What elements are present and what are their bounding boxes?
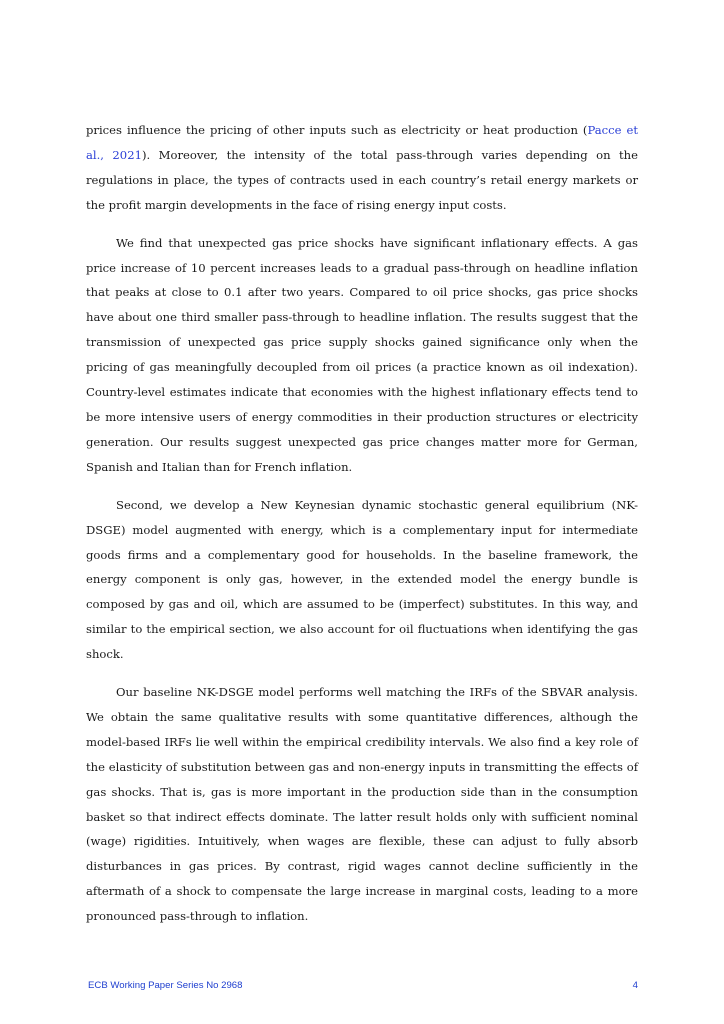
page-footer	[88, 980, 638, 994]
footer-page-number: 4	[632, 980, 638, 991]
paragraph-1-post: ). Moreover, the intensity of the total pass-through varies depending on the regulations in place, the types of contracts used in each country’s retail energy markets or the profit margin developments in the face of rising energy input costs.	[86, 147, 639, 212]
paragraph-1	[86, 118, 638, 218]
paragraph-3: Second, we develop a New Keynesian dynamic stochastic general equilibrium (NK-DSGE) model augmented with energy, which is a complementary input for intermediate goods firms and a complementary good for households. In the baseline framework, the energy component is only gas, however, in the extended model the energy bundle is composed by gas and oil, which are assumed to be (imperfect) substitutes. In this way, and similar to the empirical section, we also account for oil fluctuations when identifying the gas shock.	[86, 497, 638, 662]
citation-link-pacce-2021[interactable]: Pacce et al., 2021	[86, 123, 638, 162]
body-text	[86, 118, 638, 942]
paragraph-1-pre: prices influence the pricing of other inputs such as electricity or heat production (	[86, 123, 588, 137]
paragraph-2: We find that unexpected gas price shocks have significant inflationary effects. A gas price increase of 10 percent increases leads to a gradual pass-through on headline inflation that peaks at close to 0.1 after two years. Compared to oil price shocks, gas price shocks have about one third smaller pass-through to headline inflation. The results suggest that the transmission of unexpected gas price supply shocks gained significance only when the pricing of gas meaningfully decoupled from oil prices (a practice known as oil indexation). Country-level estimates indicate that economies with the highest inflationary effects tend to be more intensive users of energy commodities in their production structures or electricity generation. Our results suggest unexpected gas price changes matter more for German, Spanish and Italian than for French inflation.	[86, 235, 638, 474]
footer-series-title: ECB Working Paper Series No 2968	[88, 980, 243, 991]
paragraph-4: Our baseline NK-DSGE model performs well matching the IRFs of the SBVAR analysis. We obtain the same qualitative results with some quantitative differences, although the model-based IRFs lie well within the empirical credibility intervals. We also find a key role of the elasticity of substitution between gas and non-energy inputs in transmitting the effects of gas shocks. That is, gas is more important in the production side than in the consumption basket so that indirect effects dominate. The latter result holds only with sufficient nominal (wage) rigidities. Intuitively, when wages are flexible, these can adjust to fully absorb disturbances in gas prices. By contrast, rigid wages cannot decline sufficiently in the aftermath of a shock to compensate the large increase in marginal costs, leading to a more pronounced pass-through to inflation.	[86, 685, 638, 924]
